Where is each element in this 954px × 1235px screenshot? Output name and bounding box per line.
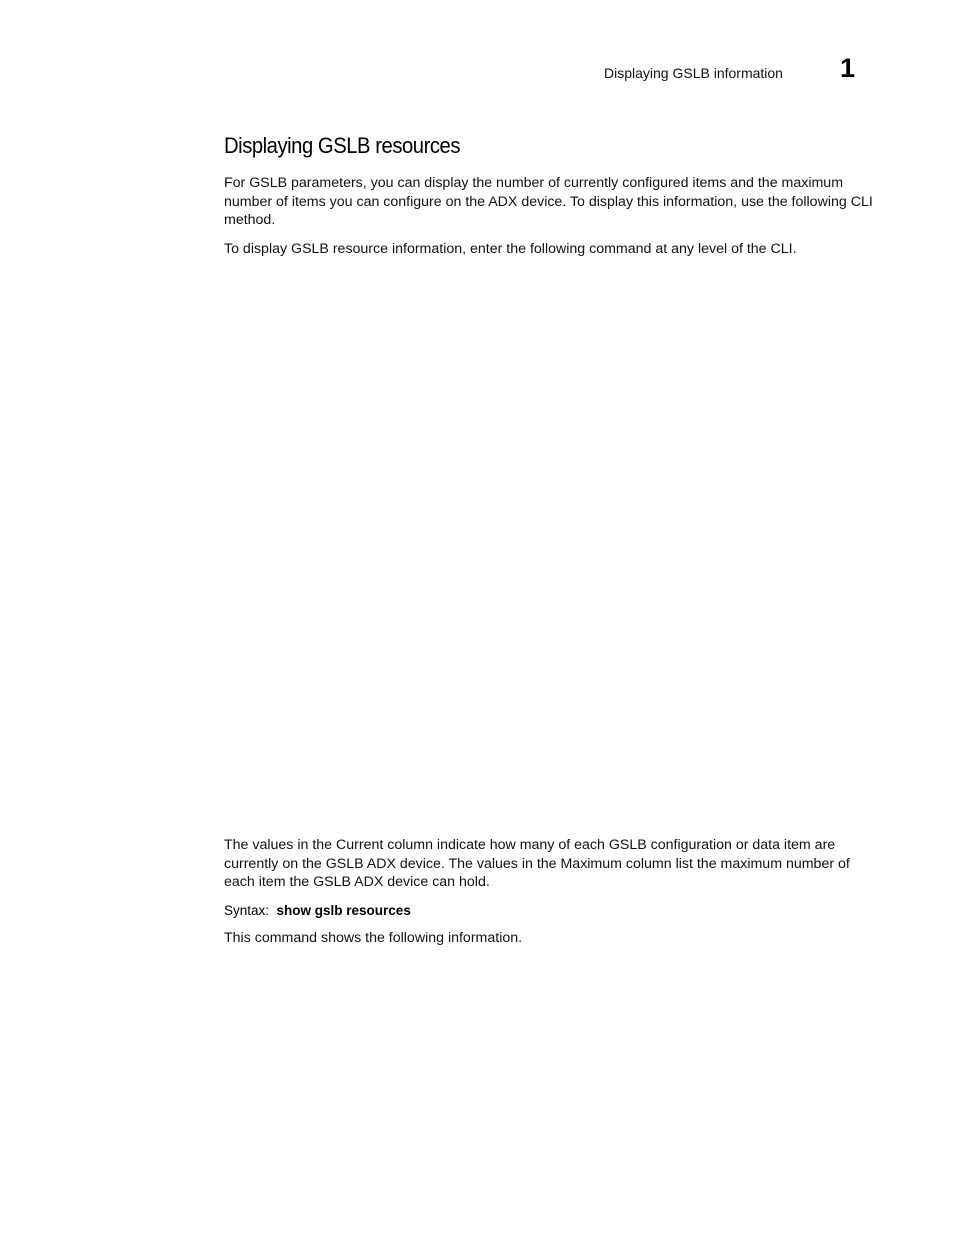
closing-paragraph: This command shows the following information. <box>224 930 523 946</box>
running-header-title: Displaying GSLB information <box>604 65 783 81</box>
section-title: Displaying GSLB resources <box>224 133 460 158</box>
intro-paragraph: For GSLB parameters, you can display the number of currently configured items and the maximum number of items you can configure on the ADX device. To display this information, use the following CLI method. <box>224 175 873 229</box>
syntax-label: Syntax: <box>224 903 277 918</box>
instruction-paragraph: To display GSLB resource information, enter the following command at any level of the CLI. <box>224 241 797 257</box>
syntax-line <box>224 902 411 920</box>
chapter-number: 1 <box>840 53 856 83</box>
syntax-command: show gslb resources <box>276 903 411 918</box>
values-paragraph: The values in the Current column indicate how many of each GSLB configuration or data item are currently on the GSLB ADX device. The values in the Maximum column list the maximum number of each item the GSLB ADX device can hold. <box>224 837 850 891</box>
